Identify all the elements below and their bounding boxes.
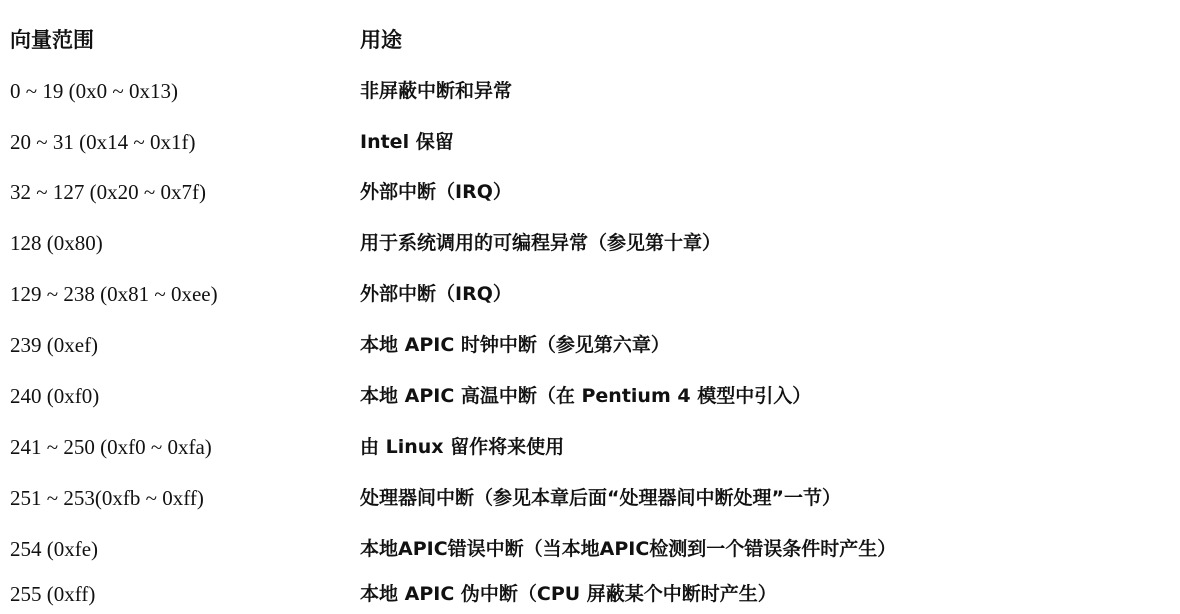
table-row <box>0 274 1180 314</box>
usage-cell: 处理器间中断（参见本章后面“处理器间中断处理”一节） <box>360 487 841 509</box>
usage-cell: Intel 保留 <box>360 131 454 153</box>
vector-range-cell: 251 ~ 253(0xfb ~ 0xff) <box>10 486 204 510</box>
usage-cell: 本地 APIC 时钟中断（参见第六章） <box>360 334 670 356</box>
table-row <box>0 574 1180 614</box>
usage-cell: 由 Linux 留作将来使用 <box>360 436 565 458</box>
vector-range-cell: 239 (0xef) <box>10 333 99 357</box>
vector-range-cell: 240 (0xf0) <box>10 384 100 408</box>
usage-cell: 本地APIC错误中断（当本地APIC检测到一个错误条件时产生） <box>360 538 897 560</box>
vector-range-cell: 20 ~ 31 (0x14 ~ 0x1f) <box>10 130 196 154</box>
vector-range-cell: 241 ~ 250 (0xf0 ~ 0xfa) <box>10 435 212 459</box>
vector-range-cell: 128 (0x80) <box>10 231 103 255</box>
header-usage: 用途 <box>360 28 402 52</box>
table-row <box>0 376 1180 416</box>
table-row <box>0 427 1180 467</box>
usage-cell: 用于系统调用的可编程异常（参见第十章） <box>360 232 722 254</box>
table-row <box>0 172 1180 212</box>
table-row <box>0 478 1180 518</box>
usage-cell: 非屏蔽中断和异常 <box>360 80 513 102</box>
header-vector-range: 向量范围 <box>10 28 94 52</box>
table-row <box>0 223 1180 263</box>
usage-cell: 外部中断（IRQ） <box>360 283 512 305</box>
table-row <box>0 529 1180 569</box>
vector-range-cell: 254 (0xfe) <box>10 537 99 561</box>
vector-range-cell: 0 ~ 19 (0x0 ~ 0x13) <box>10 79 178 103</box>
table-row <box>0 325 1180 365</box>
usage-cell: 外部中断（IRQ） <box>360 181 512 203</box>
usage-cell: 本地 APIC 高温中断（在 Pentium 4 模型中引入） <box>360 385 812 407</box>
usage-cell: 本地 APIC 伪中断（CPU 屏蔽某个中断时产生） <box>360 583 777 605</box>
table-row <box>0 122 1180 162</box>
vector-range-cell: 32 ~ 127 (0x20 ~ 0x7f) <box>10 180 206 204</box>
vector-range-cell: 129 ~ 238 (0x81 ~ 0xee) <box>10 282 218 306</box>
vector-range-cell: 255 (0xff) <box>10 582 96 606</box>
table-header <box>0 20 1180 60</box>
table-row <box>0 71 1180 111</box>
